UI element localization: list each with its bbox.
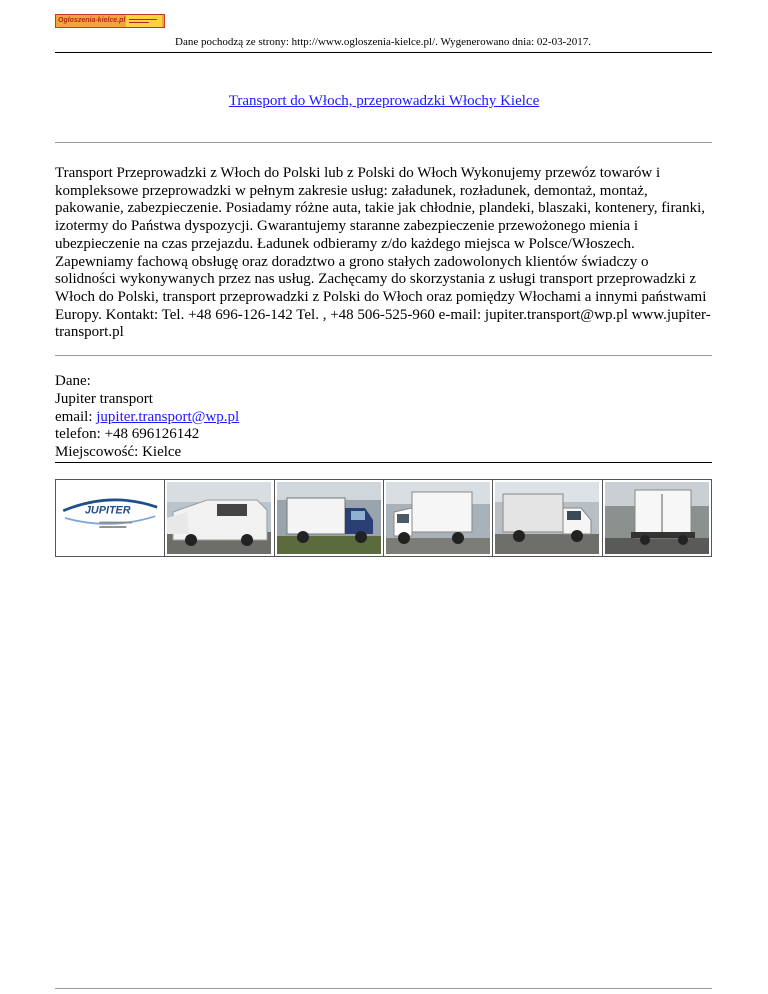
van-rear-photo — [605, 482, 709, 554]
listing-description: Transport Przeprowadzki z Włoch do Polski lub z Polski do Włoch Wykonujemy przewóz towarów i kompleksowe przeprowadzki w pełnym zakresie usług: załadunek, rozładunek, demontaż, montaż, pakowanie, zabezpieczenie. Posiadamy różne auta, takie jak chłodnie, plandeki, blaszaki, kontenery, firanki, izotermy do Państwa dyspozycji. Gwarantujemy staranne zabezpieczenie przewożonego mienia i ubezpieczenie na czas przejazdu. Ładunek odbieramy z/do każdego miejsca w Polsce/Włoszech. Zapewniamy fachową obsługę oraz doradztwo a grono stałych zadowolonych klientów świadczy o solidności wykonywanych przez nas usług. Zachęcamy do skorzystania z usługi transport przeprowadzki z Włoch do Polski, transport przeprowadzki z Polski do Włoch oraz pomiędzy Włochami a innymi państwami Europy. Kontakt: Tel. +48 696-126-142 Tel. , +48 506-525-960 e-mail: jupiter.transport@wp.pl www.jupiter-transport.pl — [55, 165, 711, 341]
logo-badge — [126, 15, 162, 27]
email-row — [55, 409, 239, 427]
source-note: Dane pochodzą ze strony: http://www.ogloszenia-kielce.pl/. Wygenerowano dnia: 02-03-2017. — [175, 36, 591, 48]
box-van-photo — [386, 482, 490, 554]
gallery-image-1[interactable] — [56, 480, 165, 556]
email-link[interactable]: jupiter.transport@wp.pl — [96, 408, 240, 425]
site-logo[interactable] — [55, 14, 165, 28]
details-heading: Dane: — [55, 373, 91, 389]
listing-title-link[interactable]: Transport do Włoch, przeprowadzki Włochy Kielce — [228, 93, 540, 109]
gallery-image-4[interactable] — [384, 480, 493, 556]
gallery-image-2[interactable] — [165, 480, 274, 556]
image-gallery — [55, 479, 712, 557]
curtain-truck-photo — [495, 482, 599, 554]
contact-details — [55, 373, 239, 462]
gallery-image-6[interactable] — [603, 480, 711, 556]
white-vans-photo — [167, 482, 271, 554]
title-divider — [55, 142, 712, 143]
gallery-image-3[interactable] — [275, 480, 384, 556]
email-label: email: — [55, 408, 93, 425]
site-logo-text: Ogloszenia-kielce.pl — [58, 17, 126, 24]
location-row: Miejscowość: Kielce — [55, 444, 182, 461]
description-divider — [55, 355, 712, 356]
header-rule — [55, 52, 712, 53]
footer-rule — [55, 988, 712, 989]
jupiter-logo-text: JUPITER — [84, 504, 131, 517]
gallery-image-5[interactable] — [493, 480, 602, 556]
company-name: Jupiter transport — [55, 390, 153, 407]
phone-row: telefon: +48 696126142 — [55, 426, 200, 443]
details-rule — [55, 462, 712, 463]
white-truck-photo — [277, 482, 381, 554]
jupiter-logo-image — [56, 488, 164, 548]
